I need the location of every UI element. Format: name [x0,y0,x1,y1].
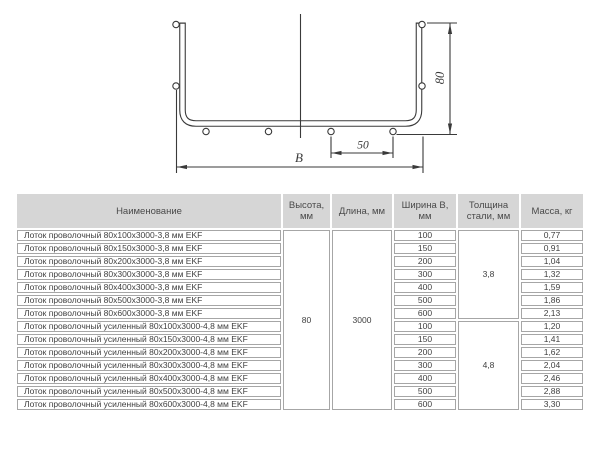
header-height: Высота, мм [283,194,330,228]
width-cell: 600 [394,399,456,410]
product-name-cell: Лоток проволочный усиленный 80x200x3000-4,8 мм EKF [17,347,281,358]
mass-cell: 1,04 [521,256,583,267]
dimension-height [397,23,458,135]
width-cell: 300 [394,269,456,280]
height-merged-cell: 80 [283,230,330,410]
product-name-cell: Лоток проволочный усиленный 80x150x3000-4,8 мм EKF [17,334,281,345]
thickness-reinforced-cell: 4,8 [458,321,519,410]
mass-cell: 1,62 [521,347,583,358]
mass-cell: 3,30 [521,399,583,410]
width-cell: 100 [394,321,456,332]
width-cell: 600 [394,308,456,319]
width-cell: 150 [394,243,456,254]
table-header-row [17,194,583,228]
header-width: Ширина В, мм [394,194,456,228]
product-name-cell: Лоток проволочный 80x300x3000-3,8 мм EKF [17,269,281,280]
width-cell: 500 [394,295,456,306]
width-cell: 150 [394,334,456,345]
header-name: Наименование [17,194,281,228]
mass-cell: 1,59 [521,282,583,293]
product-name-cell: Лоток проволочный 80x400x3000-3,8 мм EKF [17,282,281,293]
spec-table [15,192,585,412]
mass-cell: 0,77 [521,230,583,241]
mass-cell: 1,32 [521,269,583,280]
wire-cross-sections [173,21,425,134]
mass-cell: 1,41 [521,334,583,345]
product-name-cell: Лоток проволочный 80x100x3000-3,8 мм EKF [17,230,281,241]
dimension-width [177,90,424,173]
dim-width-label: B [295,150,303,165]
width-cell: 400 [394,282,456,293]
mass-cell: 1,86 [521,295,583,306]
mass-cell: 0,91 [521,243,583,254]
mass-cell: 1,20 [521,321,583,332]
header-length: Длина, мм [332,194,392,228]
length-merged-cell: 3000 [332,230,392,410]
product-name-cell: Лоток проволочный усиленный 80x400x3000-4,8 мм EKF [17,373,281,384]
thickness-standard-cell: 3,8 [458,230,519,319]
dim-pitch-label: 50 [357,139,369,152]
product-name-cell: Лоток проволочный 80x200x3000-3,8 мм EKF [17,256,281,267]
product-name-cell: Лоток проволочный 80x500x3000-3,8 мм EKF [17,295,281,306]
mass-cell: 2,13 [521,308,583,319]
product-name-cell: Лоток проволочный усиленный 80x500x3000-4,8 мм EKF [17,386,281,397]
product-name-cell: Лоток проволочный усиленный 80x600x3000-4,8 мм EKF [17,399,281,410]
width-cell: 300 [394,360,456,371]
dimension-pitch [331,137,393,159]
product-name-cell: Лоток проволочный усиленный 80x300x3000-4,8 мм EKF [17,360,281,371]
mass-cell: 2,04 [521,360,583,371]
product-name-cell: Лоток проволочный 80x150x3000-3,8 мм EKF [17,243,281,254]
header-thickness: Толщина стали, мм [458,194,519,228]
tray-cross-section-drawing [0,0,600,192]
table-row [17,230,583,241]
width-cell: 500 [394,386,456,397]
width-cell: 100 [394,230,456,241]
mass-cell: 2,46 [521,373,583,384]
product-name-cell: Лоток проволочный 80x600x3000-3,8 мм EKF [17,308,281,319]
header-mass: Масса, кг [521,194,583,228]
width-cell: 200 [394,347,456,358]
width-cell: 200 [394,256,456,267]
mass-cell: 2,88 [521,386,583,397]
product-name-cell: Лоток проволочный усиленный 80x100x3000-4,8 мм EKF [17,321,281,332]
width-cell: 400 [394,373,456,384]
dim-height-label: 80 [433,71,447,85]
